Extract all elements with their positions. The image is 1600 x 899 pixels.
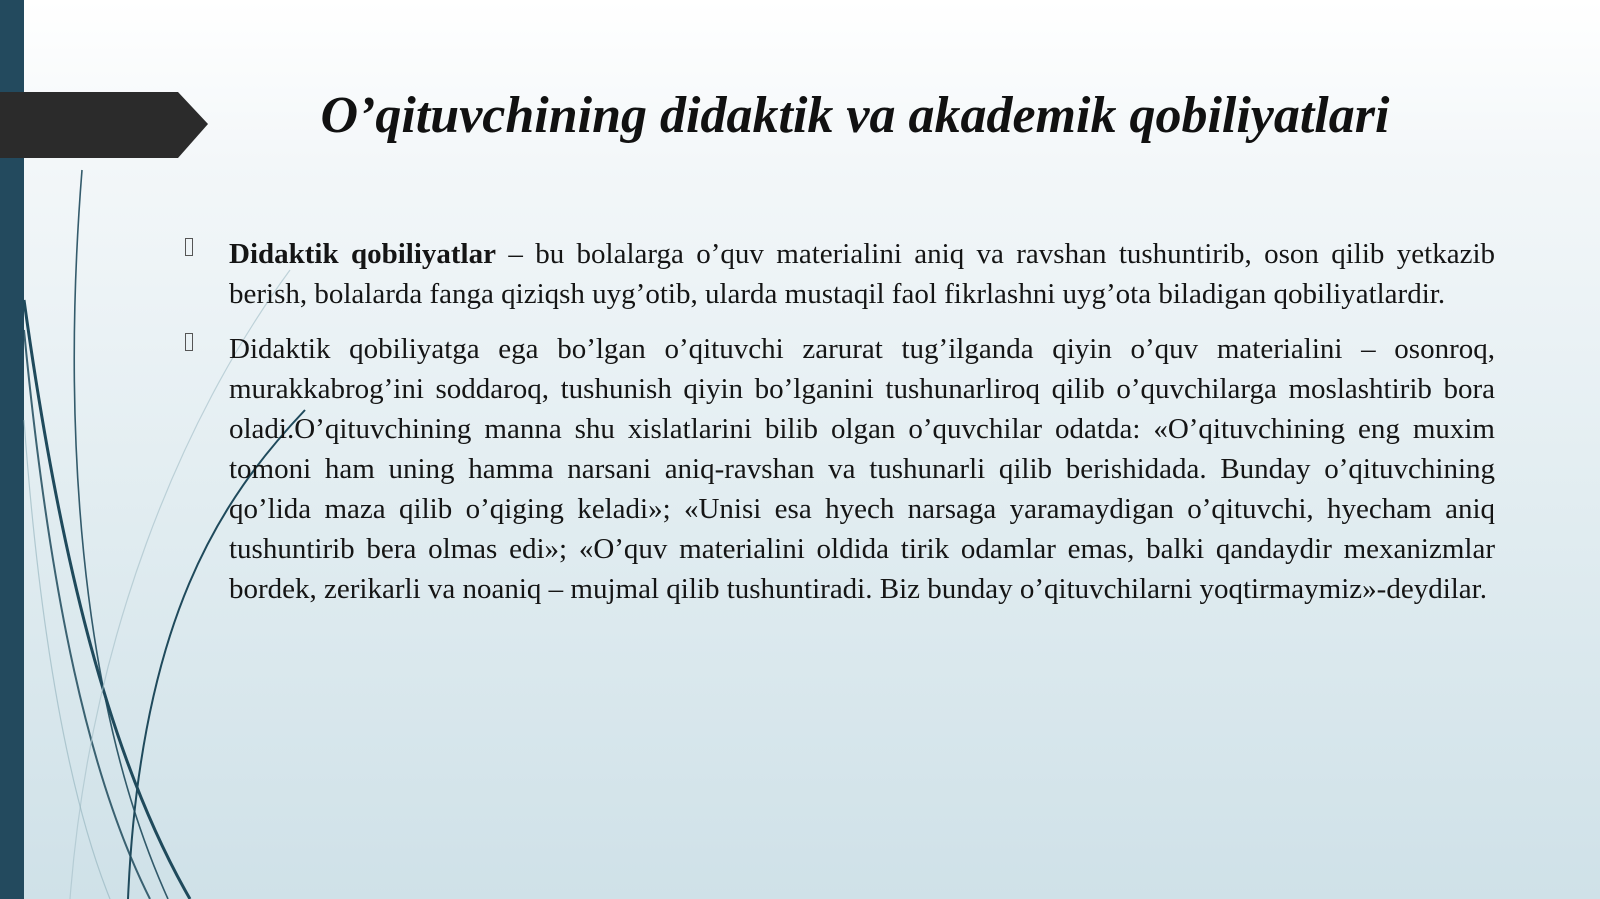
title-arrow [0, 92, 208, 158]
bullet-text-1 [229, 234, 1495, 314]
bullet-lead-1: Didaktik qobiliyatlar [229, 238, 496, 270]
slide-content [185, 234, 1495, 624]
bullet-item-2 [185, 329, 1495, 609]
left-accent-bar [0, 0, 24, 899]
bullet-text-2 [229, 329, 1495, 609]
bullet-body-2: Didaktik qobiliyatga ega bo’lgan o’qituvchi zarurat tug’ilganda qiyin o’quv materialini – osonroq, murakkabrog’ini soddaroq, tushunish qiyin bo’lganini tushunarliroq qilib o’quvchilarga moslashtirib bora oladi.O’qituvchining manna shu xislatlarini bilib olgan o’quvchilar odatda: «O’qituvchining eng muxim tomoni ham uning hamma narsani aniq-ravshan va tushunarli qilib berishidada. Bunday o’qituvchining qo’lida maza qilib o’qiging keladi»; «Unisi esa hyech narsaga yaramaydigan o’qituvchi, hyecham aniq tushuntirib bera olmas edi»; «O’quv materialini oldida tirik odamlar emas, balki qandaydir mexanizmlar bordek, zerikarli va noaniq – mujmal qilib tushuntiradi. Biz bunday o’qituvchilarni yoqtirmaymiz»-deydilar. [229, 333, 1495, 605]
bullet-marker-icon [185, 333, 193, 351]
curve-line-3 [24, 330, 150, 899]
curve-line-1 [74, 170, 168, 899]
curve-line-6 [24, 420, 110, 899]
curve-line-2 [24, 300, 190, 899]
bullet-item-1 [185, 234, 1495, 314]
bullet-body-1: – bu bolalarga o’quv materialini aniq va ravshan tushuntirib, oson qilib yetkazib berish, bolalarda fanga qiziqsh uyg’otib, ularda mustaqil faol fikrlashni uyg’ota biladigan qobiliyatlardir. [229, 238, 1495, 310]
bullet-marker-icon [185, 238, 193, 256]
slide-title: O’qituvchining didaktik va akademik qobiliyatlari [320, 87, 1390, 144]
